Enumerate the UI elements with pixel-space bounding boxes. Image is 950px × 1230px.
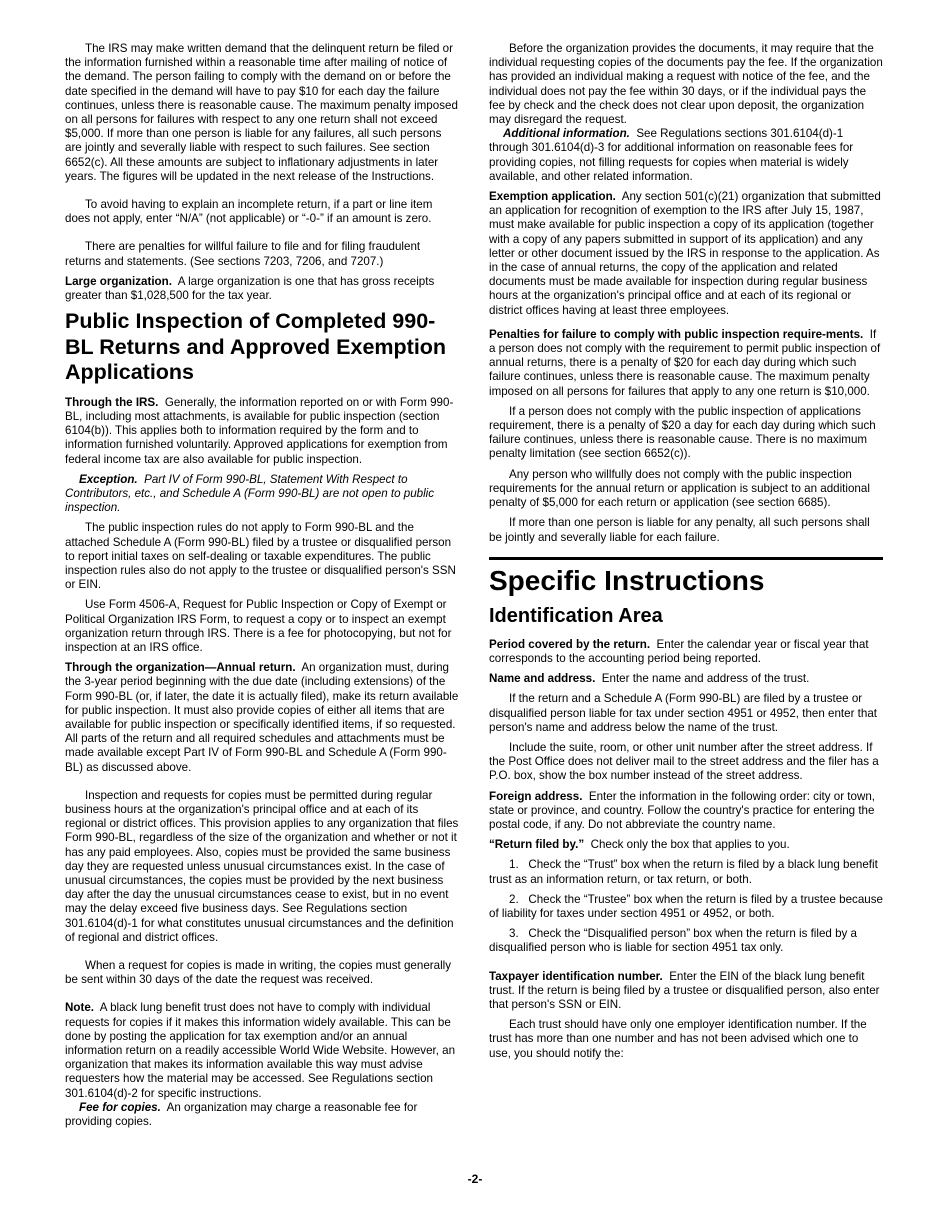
through-irs-text: Generally, the information reported on or with Form 990-BL, including most attachments, is available for public inspection (section 6104(b)). This applies both to information required by the form and to information furnished voluntarily. Approved applications for exemption from federal income tax are also available for public inspection. (65, 395, 454, 466)
name-address-text: Enter the name and address of the trust. (601, 672, 810, 686)
period-text: Enter the calendar year or fiscal year that corresponds to the accounting period being reported. (489, 637, 869, 665)
exemption-paragraph (489, 190, 883, 318)
additional-info-paragraph (489, 127, 883, 184)
penalties-paragraph: There are penalties for willful failure to file and for filing fraudulent returns and statements. (See sections 7203, 7206, and 7207.) (65, 240, 421, 268)
avoid-paragraph: To avoid having to explain an incomplete return, if a part or line item does not apply, enter “N/A” (not applicable) or “-0-” if an amount is zero. (65, 198, 433, 226)
inspection-paragraph: Inspection and requests for copies must be permitted during regular business hours at the organization's principal office and at each of its regional or district offices. This provision applies to any organization that files Form 990-BL, regardless of the size of the organization and whether or not it has any paid employees. Also, copies must be provided the same business day they are requested unless unusual circumstances exist. In the case of unusual circumstances, the copies must be provided by the next business day after the day the unusual circumstances cease to exist, but in no event may the delay exceed five business days. See Regulations section 301.6104(d)-1 for what constitutes unusual circumstances and the definition of regional and district offices. (65, 788, 459, 944)
note-paragraph (65, 1001, 459, 1100)
large-org-heading: Large organization. (65, 274, 172, 288)
return-filed-text: Check only the box that applies to you. (590, 838, 790, 852)
fee-heading: Fee for copies. (79, 1100, 161, 1114)
through-org-text: An organization must, during the 3-year period beginning with the due date (including extensions) of the Form 990-BL (or, if later, the date it is actually filed), make its return available for public inspection. It must also provide copies of either all items that are available for public inspection or specifically identified items, if so requested. All parts of the return and all required schedules and attachments must be made available except Part IV of Form 990-BL and Schedule A (Form 990-BL) as discussed above. (65, 661, 459, 774)
each-trust-paragraph: Each trust should have only one employer identification number. If the trust has more than one number and has not been advised which one to use, you should notify the: (489, 1018, 867, 1060)
through-irs-heading: Through the IRS. (65, 395, 159, 409)
penalties-inspection-heading: Penalties for failure to comply with public inspection require-ments. (489, 327, 864, 341)
period-heading: Period covered by the return. (489, 637, 651, 651)
list-item: 1. Check the “Trust” box when the return is filed by a black lung benefit trust as an information return, or tax return, or both. (489, 858, 882, 886)
page-number: -2- (467, 1172, 483, 1186)
section-divider (489, 557, 883, 560)
fee-text: An organization may charge a reasonable fee for providing copies. (65, 1100, 418, 1129)
left-column (65, 42, 459, 1135)
identification-area-heading: Identification Area (489, 604, 663, 627)
demand-paragraph: The IRS may make written demand that the delinquent return be filed or the information furnished within a reasonable time after mailing of notice of the demand. The person failing to comply with the demand on or before the date specified in the demand will have to pay $10 for each day the failure continues, unless there is reasonable cause. The maximum penalty imposed on all persons for failures with respect to any one return shall not exceed $5,000. If more than one person is liable for any failures, all such persons are jointly and severally liable with respect to such failures. See section 6652(c). All these amounts are subject to inflationary adjustments in later years. The figures will be updated in the next release of the Instructions. (65, 42, 458, 183)
tin-text: Enter the EIN of the black lung benefit trust. If the return is being filed by a trustee or disqualified person, also enter that person's SSN or EIN. (489, 969, 880, 1011)
foreign-address-heading: Foreign address. (489, 789, 583, 803)
large-org-text: A large organization is one that has gross receipts greater than $1,028,500 for the tax year. (65, 274, 435, 303)
return-filed-heading: “Return filed by.” (489, 838, 585, 852)
before-paragraph: Before the organization provides the documents, it may require that the individual requesting copies of the documents pay the fee. If the organization has provided an individual making a request with notice of the fee, and the individual does not pay the fee within 30 days, or if the individual pays the fee by check and the check does not clear upon deposit, the organization may disregard the request. (489, 42, 883, 127)
suite-paragraph: Include the suite, room, or other unit number after the street address. If the Post Office does not deliver mail to the street address and the filer has a P.O. box, show the box number instead of the street address. (489, 740, 879, 783)
note-heading: Note. (65, 1001, 94, 1015)
right-column (489, 42, 887, 1067)
public-inspection-heading: Public Inspection of Completed 990-BL Returns and Approved Exemption Applications (65, 309, 447, 385)
name-address-heading: Name and address. (489, 672, 596, 686)
note-text: A black lung benefit trust does not have to comply with individual requests for copies if it makes this information widely available. This can be done by posting the application for tax exemption and/or an annual information return on a readily accessible World Wide Website. However, an organization that makes its information available this way must advise requesters how the material may be accessed. See Regulations section 301.6104(d)-2 for specific instructions. (65, 1001, 456, 1100)
list-item: 2. Check the “Trustee” box when the return is filed by a trustee because of liability for taxes under section 4951 or 4952, or both. (489, 892, 887, 920)
through-org-paragraph (65, 661, 459, 775)
list-item: 3. Check the “Disqualified person” box when the return is filed by a disqualified person who is liable for section 4951 tax only. (489, 927, 861, 955)
additional-info-text: See Regulations sections 301.6104(d)-1 through 301.6104(d)-3 for additional information on reasonable fees for providing copies, not filling requests for copies when material is widely available, and other related information. (489, 127, 854, 183)
large-org-paragraph (65, 275, 459, 303)
tin-heading: Taxpayer identification number. (489, 969, 663, 983)
name-address-paragraph (489, 672, 883, 686)
tin-paragraph (489, 970, 883, 1013)
exception-text: Part IV of Form 990-BL, Statement With Respect to Contributors, etc., and Schedule A (Form 990-BL) are not open to public inspection. (65, 472, 435, 515)
schedule-paragraph: If the return and a Schedule A (Form 990-BL) are filed by a trustee or disqualified person liable for tax under section 4951 or 4952, then enter that person's name and address below the name of the trust. (489, 692, 878, 734)
through-irs-paragraph (65, 396, 459, 467)
application-penalty-paragraph: If a person does not comply with the public inspection of applications requirement, there is a penalty of $20 a day for each day during which such failure continues, unless there is reasonable cause. There is no maximum penalty limitation (see section 6652(c)). (489, 404, 876, 461)
specific-instructions-heading: Specific Instructions (489, 564, 765, 596)
form4506-paragraph: Use Form 4506-A, Request for Public Inspection or Copy of Exempt or Political Organization IRS Form, to request a copy or to inspect an exempt organization return through IRS. There is a fee for photocopying, but not for inspection at an IRS office. (65, 598, 452, 654)
through-org-heading: Through the organization—Annual return. (65, 661, 296, 675)
additional-info-heading: Additional information. (503, 127, 630, 141)
foreign-address-text: Enter the information in the following order: city or town, state or province, and country. Follow the country's practice for entering the postal code, if any. Do not abbreviate the country name. (489, 789, 875, 831)
joint-paragraph: If more than one person is liable for any penalty, all such persons shall be jointly and severally liable for each failure. (489, 516, 870, 544)
penalties-inspection-paragraph (489, 328, 883, 399)
return-filed-paragraph (489, 838, 883, 852)
foreign-address-paragraph (489, 790, 883, 833)
exception-heading: Exception. (79, 472, 138, 486)
exemption-heading: Exemption application. (489, 190, 616, 204)
willful-paragraph: Any person who willfully does not comply with the public inspection requirements for the annual return or application is subject to an additional penalty of $5,000 for each return or application (see section 6685). (489, 467, 870, 510)
exemption-text: Any section 501(c)(21) organization that submitted an application for recognition of exemption to the IRS after July 15, 1987, must make available for public inspection a copy of its application (together with a copy of any papers submitted in support of its application) and any letter or other document issued by the IRS in response to the application. As in the case of annual returns, the copy of the application and related documents must be made available for inspection during regular business hours at the organization's principal office and at each of its regional or district offices having at least three employees. (489, 190, 881, 317)
period-paragraph (489, 638, 883, 666)
exception-paragraph (65, 473, 459, 516)
rules-paragraph: The public inspection rules do not apply to Form 990-BL and the attached Schedule A (Form 990-BL) filed by a trustee or disqualified person to report initial taxes on self-dealing or taxable expenditures. The public inspection rules also do not apply to the trustee or disqualified person's SSN or EIN. (65, 521, 456, 592)
writing-paragraph: When a request for copies is made in writing, the copies must generally be sent within 30 days of the date the request was received. (65, 959, 452, 987)
penalties-inspection-text: If a person does not comply with the requirement to permit public inspection of annual returns, there is a penalty of $20 for each day during which such failure continues, unless there is reasonable cause. The maximum penalty imposed on all persons for failures that apply to any one return is $10,000. (489, 327, 881, 398)
fee-paragraph (65, 1101, 459, 1129)
